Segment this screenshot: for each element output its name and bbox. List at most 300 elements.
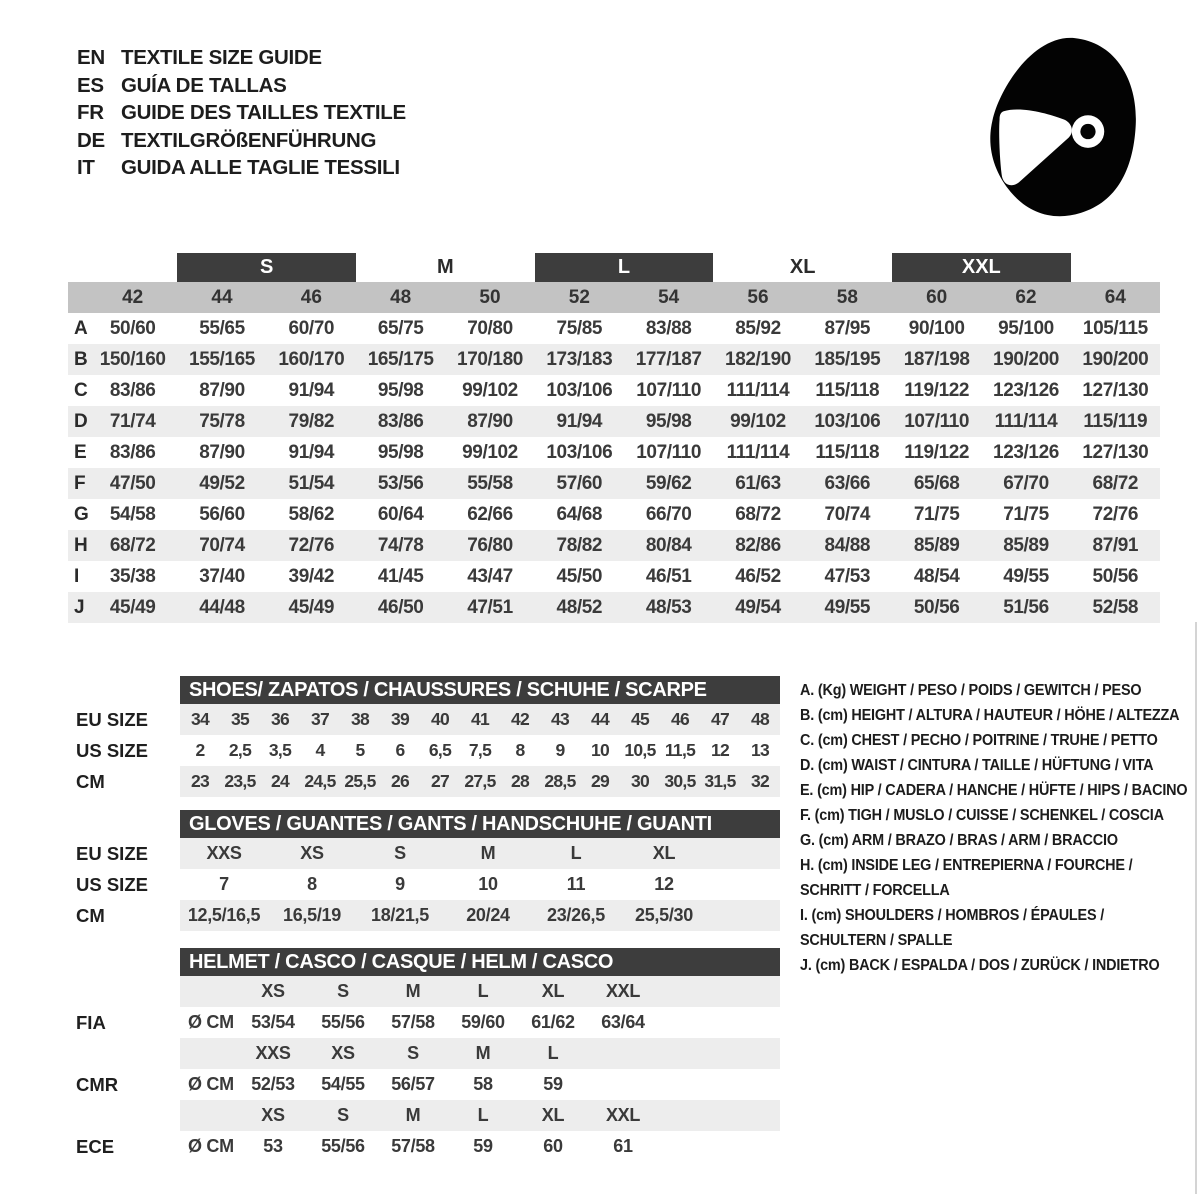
- size-value: 35: [230, 709, 250, 729]
- size-value: 49/54: [735, 596, 781, 618]
- size-value: 7: [219, 874, 229, 894]
- size-value: 80/84: [645, 534, 692, 556]
- size-group-label: L: [535, 253, 714, 282]
- size-value: 95/98: [377, 441, 424, 463]
- size-value: 53: [263, 1136, 283, 1156]
- size-value: 79/82: [288, 410, 335, 432]
- size-value: 37/40: [199, 565, 245, 587]
- size-value: 63/66: [824, 472, 871, 494]
- row-letter: F: [74, 472, 86, 494]
- size-value: 84/88: [824, 534, 871, 556]
- size-value: 82/86: [735, 534, 781, 556]
- size-value: 65/68: [913, 472, 960, 494]
- standard-label: FIA: [76, 1011, 106, 1033]
- size-value: 38: [350, 709, 370, 729]
- size-value: 83/86: [109, 379, 156, 401]
- size-label: M: [405, 981, 421, 1001]
- size-value: 61/62: [531, 1012, 575, 1032]
- size-value: 190/200: [993, 348, 1059, 370]
- language-code: ES: [77, 73, 104, 97]
- size-value: 3,5: [268, 740, 292, 760]
- size-label: S: [407, 1043, 419, 1063]
- numeric-size-label: 46: [300, 286, 322, 308]
- size-value: 25,5: [344, 771, 376, 791]
- row-cells: [180, 1100, 780, 1131]
- size-value: 170/180: [457, 348, 523, 370]
- size-value: 55/65: [199, 317, 245, 339]
- row-letter: B: [74, 348, 88, 370]
- size-value: 49/55: [1003, 565, 1049, 587]
- size-value: 46/51: [645, 565, 692, 587]
- size-value: 111/114: [994, 410, 1058, 432]
- numeric-size-label: 62: [1015, 286, 1037, 308]
- size-value: XXS: [206, 843, 242, 863]
- size-value: 35/38: [109, 565, 156, 587]
- size-value: 58/62: [288, 503, 335, 525]
- size-value: 47/50: [109, 472, 156, 494]
- size-value: 59/60: [461, 1012, 505, 1032]
- size-value: 49/55: [824, 596, 871, 618]
- size-row: [68, 900, 780, 931]
- size-value: 85/89: [913, 534, 960, 556]
- size-value: 23: [190, 771, 210, 791]
- size-value: 11: [566, 874, 586, 894]
- size-value: 76/80: [467, 534, 513, 556]
- size-value: 53/54: [251, 1012, 295, 1032]
- size-value: 26: [390, 771, 410, 791]
- size-value: 57/60: [556, 472, 603, 494]
- size-value: 27: [430, 771, 450, 791]
- size-value: 155/165: [189, 348, 255, 370]
- size-value: 20/24: [466, 905, 510, 925]
- size-value: 72/76: [288, 534, 335, 556]
- size-value: 75/78: [199, 410, 245, 432]
- size-value: 68/72: [735, 503, 781, 525]
- size-value: 39/42: [288, 565, 335, 587]
- size-value: 85/92: [735, 317, 781, 339]
- size-value: 45/49: [288, 596, 335, 618]
- measurement-row: [68, 561, 1160, 592]
- helmet-value-row: [68, 1131, 780, 1162]
- legend-line: F. (cm) TIGH / MUSLO / CUISSE / SCHENKEL / COSCIA: [800, 807, 1164, 824]
- size-value: 41: [470, 709, 490, 729]
- size-value: 40: [430, 709, 450, 729]
- row-label: US SIZE: [76, 873, 148, 895]
- size-label: L: [477, 981, 489, 1001]
- helmet-value-row: [68, 1069, 780, 1100]
- legend-item: [800, 778, 1194, 803]
- row-label: CM: [76, 770, 105, 792]
- size-value: 50/60: [109, 317, 156, 339]
- spacer-cell: [180, 976, 238, 1007]
- size-label: L: [547, 1043, 559, 1063]
- measurement-row: [68, 499, 1160, 530]
- numeric-size-label: 50: [479, 286, 501, 308]
- language-code: DE: [77, 128, 105, 152]
- size-value: 44: [590, 709, 610, 729]
- size-row: [68, 838, 780, 869]
- size-value: 70/74: [199, 534, 245, 556]
- row-letter: A: [74, 317, 88, 339]
- shoes-size-table: [68, 676, 780, 797]
- size-label: XL: [541, 1105, 565, 1125]
- size-value: 95/100: [998, 317, 1054, 339]
- row-letter: H: [74, 534, 88, 556]
- size-value: 32: [750, 771, 770, 791]
- section-title-bar: HELMET / CASCO / CASQUE / HELM / CASCO: [180, 948, 780, 976]
- row-cells: [180, 1069, 780, 1100]
- size-value: 59: [473, 1136, 493, 1156]
- size-value: 115/118: [815, 379, 880, 401]
- size-value: 54/55: [321, 1074, 365, 1094]
- helmet-size-row: [68, 1038, 780, 1069]
- row-label: CM: [76, 904, 105, 926]
- size-value: 99/102: [462, 441, 518, 463]
- size-value: 160/170: [278, 348, 345, 370]
- size-value: 61/63: [735, 472, 781, 494]
- legend-item: [800, 853, 1194, 903]
- spacer-label: [68, 976, 180, 1007]
- size-value: 75/85: [556, 317, 603, 339]
- size-value: 2: [195, 740, 205, 760]
- legend-line: G. (cm) ARM / BRAZO / BRAS / ARM / BRACCIO: [800, 832, 1118, 849]
- spacer-label: [68, 1100, 180, 1131]
- size-value: 52/53: [251, 1074, 295, 1094]
- standard-label: CMR: [76, 1073, 119, 1095]
- legend-item: [800, 728, 1194, 753]
- size-value: 91/94: [288, 441, 335, 463]
- row-label: EU SIZE: [76, 708, 148, 730]
- size-value: 99/102: [730, 410, 786, 432]
- size-label: L: [477, 1105, 489, 1125]
- legend-line: E. (cm) HIP / CADERA / HANCHE / HÜFTE / HIPS / BACINO: [800, 782, 1188, 799]
- size-value: 107/110: [904, 410, 970, 432]
- row-cells: [180, 735, 780, 766]
- measurement-row: [68, 344, 1160, 375]
- size-value: 111/114: [726, 379, 790, 401]
- legend-item: [800, 828, 1194, 853]
- size-value: 68/72: [1092, 472, 1139, 494]
- visor-pivot-center: [1080, 124, 1095, 139]
- size-row: [68, 704, 780, 735]
- size-value: 47: [710, 709, 730, 729]
- size-value: M: [480, 843, 496, 863]
- size-value: 67/70: [1003, 472, 1049, 494]
- size-value: 71/75: [1003, 503, 1049, 525]
- gloves-size-table: [68, 810, 780, 931]
- legend-line: A. (Kg) WEIGHT / PESO / POIDS / GEWITCH / PESO: [800, 682, 1142, 699]
- size-value: 46/52: [735, 565, 781, 587]
- size-value: 27,5: [464, 771, 496, 791]
- size-value: 31,5: [704, 771, 736, 791]
- size-value: 43/47: [467, 565, 513, 587]
- size-value: 9: [555, 740, 565, 760]
- size-value: S: [394, 843, 406, 863]
- measurement-row: [68, 592, 1160, 623]
- size-value: 47/51: [467, 596, 513, 618]
- size-value: 30: [630, 771, 650, 791]
- size-value: 23/26,5: [547, 905, 605, 925]
- size-value: 10: [478, 874, 498, 894]
- size-value: 185/195: [814, 348, 881, 370]
- size-value: 87/91: [1092, 534, 1139, 556]
- guide-title: GUIDA ALLE TAGLIE TESSILI: [121, 156, 400, 179]
- legend-item: [800, 753, 1194, 778]
- size-value: 165/175: [367, 348, 434, 370]
- size-value: 52/58: [1092, 596, 1139, 618]
- size-value: 103/106: [546, 379, 613, 401]
- legend-item: [800, 803, 1194, 828]
- size-label: XL: [541, 981, 565, 1001]
- size-value: 47/53: [824, 565, 871, 587]
- size-value: 115/119: [1083, 410, 1148, 432]
- size-value: 78/82: [556, 534, 603, 556]
- size-value: 70/80: [467, 317, 513, 339]
- size-value: 115/118: [815, 441, 880, 463]
- measurement-row: [68, 468, 1160, 499]
- size-value: 48/52: [556, 596, 603, 618]
- size-label: XXL: [605, 981, 641, 1001]
- guide-title: TEXTILE SIZE GUIDE: [121, 46, 322, 69]
- row-cells: [180, 869, 780, 900]
- legend-item: [800, 678, 1194, 703]
- size-value: 23,5: [224, 771, 256, 791]
- row-cells: [180, 704, 780, 735]
- size-value: 18/21,5: [371, 905, 429, 925]
- size-value: 10,5: [624, 740, 656, 760]
- size-value: 57/58: [391, 1136, 435, 1156]
- size-value: XL: [652, 843, 676, 863]
- size-value: 123/126: [993, 441, 1059, 463]
- size-value: 45/50: [556, 565, 603, 587]
- size-value: 51/54: [288, 472, 335, 494]
- size-row: [68, 766, 780, 797]
- size-value: 107/110: [636, 441, 702, 463]
- size-value: 119/122: [904, 441, 970, 463]
- helmet-value-row: [68, 1007, 780, 1038]
- size-value: 7,5: [468, 740, 492, 760]
- spacer-cell: [180, 1100, 238, 1131]
- guide-title: GUIDE DES TAILLES TEXTILE: [121, 101, 406, 124]
- size-value: 45/49: [109, 596, 156, 618]
- size-value: 182/190: [725, 348, 791, 370]
- size-value: 46/50: [377, 596, 424, 618]
- size-value: 173/183: [546, 348, 613, 370]
- size-value: 8: [515, 740, 525, 760]
- guide-title: GUÍA DE TALLAS: [121, 73, 287, 97]
- row-cells: [180, 1038, 780, 1069]
- size-value: 4: [315, 740, 325, 760]
- language-code: EN: [77, 46, 105, 69]
- size-value: 6: [395, 740, 405, 760]
- size-value: 24,5: [304, 771, 336, 791]
- legend-line: SCHULTERN / SPALLE: [800, 932, 953, 949]
- spacer-label: [68, 1038, 180, 1069]
- size-label: XS: [331, 1043, 355, 1063]
- size-value: 37: [310, 709, 330, 729]
- size-value: 10: [590, 740, 610, 760]
- size-value: 48/54: [913, 565, 960, 587]
- row-letter: C: [74, 379, 88, 401]
- size-value: 56/60: [199, 503, 245, 525]
- size-label: XS: [261, 1105, 285, 1125]
- numeric-size-label: 58: [836, 286, 858, 308]
- size-value: 90/100: [908, 317, 965, 339]
- size-label: XS: [261, 981, 285, 1001]
- measurement-row: [68, 530, 1160, 561]
- row-label: EU SIZE: [76, 842, 148, 864]
- size-value: 72/76: [1092, 503, 1139, 525]
- size-value: 36: [270, 709, 290, 729]
- racing-helmet-icon: [975, 34, 1140, 222]
- size-value: 71/75: [913, 503, 960, 525]
- size-value: 150/160: [99, 348, 166, 370]
- row-letter: J: [74, 596, 85, 618]
- numeric-size-label: 48: [390, 286, 412, 308]
- size-group-label: S: [177, 253, 356, 282]
- size-value: 48: [750, 709, 770, 729]
- numeric-size-label: 42: [122, 286, 144, 308]
- size-value: 53/56: [377, 472, 424, 494]
- size-value: 60/70: [288, 317, 335, 339]
- size-value: 87/90: [199, 441, 245, 463]
- apparel-size-table: [68, 253, 1160, 623]
- size-value: 49/52: [199, 472, 245, 494]
- diameter-unit: Ø CM: [188, 1074, 234, 1094]
- size-value: 48/53: [645, 596, 692, 618]
- size-label: M: [405, 1105, 421, 1125]
- legend-line: SCHRITT / FORCELLA: [800, 882, 950, 899]
- legend-item: [800, 953, 1194, 978]
- section-title-bar: GLOVES / GUANTES / GANTS / HANDSCHUHE / GUANTI: [180, 810, 780, 838]
- size-value: 6,5: [428, 740, 452, 760]
- size-value: 50/56: [1092, 565, 1139, 587]
- size-value: 103/106: [814, 410, 881, 432]
- size-value: 103/106: [546, 441, 613, 463]
- size-group-label: M: [436, 256, 454, 278]
- legend-line: H. (cm) INSIDE LEG / ENTREPIERNA / FOURCHE /: [800, 857, 1133, 874]
- numeric-size-label: 64: [1104, 286, 1126, 308]
- diameter-unit: Ø CM: [188, 1012, 234, 1032]
- helmet-size-row: [68, 1100, 780, 1131]
- row-letter: I: [74, 565, 80, 587]
- size-value: 61: [613, 1136, 633, 1156]
- size-group-label: XXL: [892, 253, 1071, 282]
- size-value: 46: [670, 709, 690, 729]
- size-value: 54/58: [109, 503, 156, 525]
- size-value: 57/58: [391, 1012, 435, 1032]
- size-value: 127/130: [1082, 379, 1149, 401]
- numeric-size-label: 60: [926, 286, 948, 308]
- size-value: 105/115: [1082, 317, 1148, 339]
- size-value: 58: [473, 1074, 493, 1094]
- size-value: 64/68: [556, 503, 603, 525]
- helmet-size-table: [68, 948, 780, 1162]
- size-label: S: [337, 981, 349, 1001]
- size-value: 34: [190, 709, 210, 729]
- size-value: 45: [630, 709, 650, 729]
- size-value: 190/200: [1082, 348, 1149, 370]
- numeric-size-label: 56: [747, 286, 769, 308]
- size-label: S: [337, 1105, 349, 1125]
- size-value: 55/56: [321, 1136, 365, 1156]
- size-value: 28: [510, 771, 530, 791]
- row-letter: G: [74, 503, 89, 525]
- row-cells: [180, 838, 780, 869]
- guide-title: TEXTILGRÖßENFÜHRUNG: [121, 128, 377, 152]
- size-value: 83/86: [377, 410, 424, 432]
- size-value: 63/64: [601, 1012, 645, 1032]
- size-value: 55/56: [321, 1012, 365, 1032]
- numeric-size-label: 54: [658, 286, 680, 308]
- size-value: 30,5: [664, 771, 696, 791]
- title-block: [77, 44, 406, 182]
- size-label: M: [475, 1043, 491, 1063]
- row-cells: [180, 900, 780, 931]
- size-value: 87/90: [199, 379, 245, 401]
- size-value: 66/70: [645, 503, 692, 525]
- size-value: 28,5: [544, 771, 576, 791]
- size-value: 12: [654, 874, 674, 894]
- right-edge-line: [1195, 622, 1197, 1194]
- size-value: 177/187: [635, 348, 702, 370]
- row-letter: D: [74, 410, 88, 432]
- legend-item: [800, 903, 1194, 953]
- size-value: 24: [270, 771, 290, 791]
- legend-item: [800, 703, 1194, 728]
- size-value: 12,5/16,5: [187, 905, 261, 925]
- size-value: 41/45: [377, 565, 424, 587]
- row-cells: [180, 766, 780, 797]
- size-value: 11,5: [664, 740, 696, 760]
- size-value: 12: [710, 740, 730, 760]
- size-value: 83/86: [109, 441, 156, 463]
- size-group-label: XL: [789, 256, 816, 278]
- measurement-row: [68, 406, 1160, 437]
- size-value: 39: [390, 709, 410, 729]
- size-value: 13: [750, 740, 770, 760]
- size-value: 50/56: [913, 596, 960, 618]
- size-value: 29: [590, 771, 610, 791]
- size-value: 95/98: [645, 410, 692, 432]
- size-value: 25,5/30: [635, 905, 693, 925]
- spacer-cell: [180, 1038, 238, 1069]
- numeric-size-label: 52: [568, 286, 590, 308]
- legend-line: B. (cm) HEIGHT / ALTURA / HAUTEUR / HÖHE / ALTEZZA: [800, 707, 1180, 724]
- numeric-size-label: 44: [211, 286, 233, 308]
- size-group-header-row: [68, 253, 1160, 282]
- row-cells: [180, 1131, 780, 1162]
- row-label: US SIZE: [76, 739, 148, 761]
- size-value: 55/58: [467, 472, 513, 494]
- size-row: [68, 735, 780, 766]
- spacer-cell: [68, 282, 88, 313]
- measurement-row: [68, 313, 1160, 344]
- size-value: 56/57: [391, 1074, 435, 1094]
- language-code: IT: [77, 156, 95, 179]
- size-value: 95/98: [377, 379, 424, 401]
- size-value: 87/95: [824, 317, 871, 339]
- size-value: 62/66: [467, 503, 513, 525]
- size-value: 65/75: [377, 317, 424, 339]
- size-row: [68, 869, 780, 900]
- size-value: 44/48: [199, 596, 245, 618]
- row-cells: [180, 976, 780, 1007]
- measurement-legend: [800, 678, 1194, 978]
- size-value: 127/130: [1082, 441, 1149, 463]
- size-value: 68/72: [109, 534, 156, 556]
- size-value: 59: [543, 1074, 563, 1094]
